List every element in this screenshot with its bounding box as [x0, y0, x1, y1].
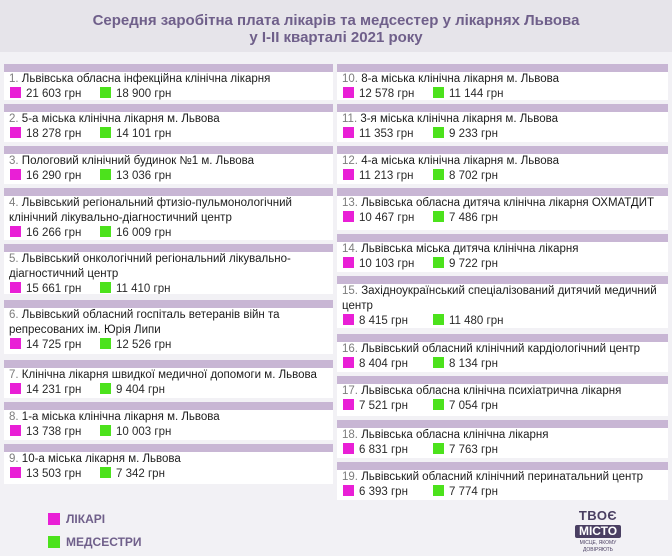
salary-values [343, 169, 664, 183]
doctors-salary-swatch [10, 87, 21, 98]
hospital-card [337, 276, 668, 328]
nurses-salary-swatch [433, 211, 444, 222]
doctors-salary-swatch [343, 169, 354, 180]
nurses-salary [100, 425, 171, 439]
doctors-salary-label: 6 831 грн [359, 444, 408, 456]
hospital-name [342, 154, 664, 169]
hospital-card [4, 244, 333, 294]
hospital-name [342, 384, 664, 399]
salary-values [10, 87, 329, 100]
doctors-salary-swatch [343, 257, 354, 268]
nurses-salary [433, 357, 498, 371]
hospital-card [337, 376, 668, 416]
doctors-salary [10, 338, 81, 352]
nurses-salary [100, 169, 171, 183]
hospital-rank: 19. [342, 471, 362, 483]
salary-values [10, 282, 329, 294]
nurses-salary-label: 8 702 грн [449, 170, 498, 182]
doctors-salary-label: 13 738 грн [26, 426, 82, 438]
hospital-rank: 5. [9, 253, 22, 265]
chart-title: Середня заробітна плата лікарів та медсестер у лікарнях Львова [92, 12, 580, 29]
nurses-salary-swatch [433, 357, 444, 368]
doctors-salary [10, 425, 81, 439]
hospital-name-text: Пологовий клінічний будинок №1 м. Львова [21, 155, 254, 167]
nurses-salary-label: 9 233 грн [449, 128, 498, 140]
nurses-salary-label: 7 342 грн [116, 468, 165, 480]
nurses-salary [433, 399, 498, 413]
logo-bottom-text: МІСТО [575, 525, 621, 538]
nurses-salary-swatch [433, 399, 444, 410]
hospital-name [9, 252, 329, 282]
nurses-salary-label: 11 480 грн [449, 315, 504, 327]
legend-doctors-label: ЛІКАРІ [66, 512, 106, 526]
hospital-rank: 13. [342, 197, 362, 209]
doctors-salary-swatch [10, 169, 21, 180]
nurses-salary-swatch [100, 425, 111, 436]
nurses-salary [433, 443, 498, 457]
legend-doctors-swatch [48, 513, 60, 525]
doctors-salary-label: 6 393 грн [359, 486, 408, 498]
hospital-name-text: 5-а міська клінічна лікарня м. Львова [21, 113, 220, 125]
hospital-rank: 2. [9, 113, 22, 125]
nurses-salary-label: 18 900 грн [116, 88, 172, 100]
hospital-card [337, 146, 668, 184]
hospital-name [9, 308, 329, 338]
hospital-rank: 11. [342, 113, 361, 125]
doctors-salary-label: 16 266 грн [26, 227, 82, 239]
doctors-salary-label: 8 415 грн [359, 315, 408, 327]
hospital-rank: 1. [9, 73, 22, 85]
hospital-card [337, 420, 668, 458]
hospital-card [337, 188, 668, 230]
hospital-card [4, 146, 333, 184]
hospital-rank: 3. [9, 155, 22, 167]
doctors-salary [343, 485, 408, 499]
doctors-salary [10, 282, 81, 294]
hospital-name [9, 368, 329, 383]
nurses-salary-swatch [100, 282, 111, 293]
nurses-salary-label: 11 410 грн [116, 283, 171, 294]
doctors-salary [343, 127, 413, 141]
doctors-salary-label: 16 290 грн [26, 170, 82, 182]
salary-values [10, 467, 329, 481]
doctors-salary-swatch [343, 127, 354, 138]
hospital-name [9, 112, 329, 127]
doctors-salary-label: 10 467 грн [359, 212, 415, 224]
nurses-salary [100, 87, 171, 100]
legend-nurses-swatch [48, 536, 60, 548]
nurses-salary-label: 13 036 грн [116, 170, 172, 182]
chart-subtitle: у І-ІІ кварталі 2021 року [249, 29, 423, 46]
salary-values [10, 127, 329, 141]
salary-values [10, 383, 329, 397]
nurses-salary-label: 9 404 грн [116, 384, 165, 396]
doctors-salary-swatch [10, 425, 21, 436]
doctors-salary-swatch [343, 399, 354, 410]
doctors-salary [343, 314, 408, 328]
hospital-name-text: Львівський обласний госпіталь ветеранів війн та репресованих ім. Юрія Липи [9, 309, 280, 336]
doctors-salary-label: 8 404 грн [359, 358, 408, 370]
nurses-salary [100, 282, 170, 294]
hospital-card [337, 234, 668, 272]
hospital-card [337, 64, 668, 100]
doctors-salary-swatch [343, 357, 354, 368]
nurses-salary-label: 7 774 грн [449, 486, 498, 498]
hospital-rank: 8. [9, 411, 22, 423]
nurses-salary-label: 16 009 грн [116, 227, 172, 239]
nurses-salary [100, 338, 171, 352]
hospital-card [4, 104, 333, 142]
legend-doctors [48, 512, 105, 526]
hospital-card [337, 104, 668, 142]
doctors-salary-swatch [343, 211, 354, 222]
nurses-salary [100, 226, 171, 240]
hospital-rank: 10. [342, 73, 362, 85]
doctors-salary [343, 211, 414, 225]
doctors-salary [10, 87, 81, 100]
hospital-name-text: Львівський онкологічний регіональний лікувально-діагностичний центр [9, 253, 291, 280]
doctors-salary-swatch [10, 282, 21, 293]
salary-values [343, 443, 664, 457]
hospital-name-text: Західноукраїнський спеціалізований дитячий медичний центр [342, 285, 657, 312]
hospital-name-text: 1-а міська клінічна лікарня м. Львова [21, 411, 220, 423]
salary-values [10, 226, 329, 240]
hospital-card [4, 300, 333, 354]
hospital-name [9, 72, 329, 87]
hospital-name-text: Клінічна лікарня швидкої медичної допомоги м. Львова [21, 369, 317, 381]
salary-values [10, 425, 329, 439]
nurses-salary-swatch [100, 467, 111, 478]
nurses-salary-label: 12 526 грн [116, 339, 172, 351]
nurses-salary-label: 10 003 грн [116, 426, 172, 438]
hospital-name-text: Львівська обласна дитяча клінічна лікарня ОХМАТДИТ [361, 197, 655, 209]
nurses-salary-swatch [433, 127, 444, 138]
nurses-salary [100, 383, 165, 397]
chart-header [0, 0, 672, 52]
doctors-salary-label: 14 231 грн [26, 384, 82, 396]
doctors-salary [343, 87, 414, 100]
legend-nurses [48, 535, 142, 549]
nurses-salary [433, 127, 498, 141]
nurses-salary-swatch [433, 87, 444, 98]
doctors-salary [343, 257, 414, 271]
nurses-salary [433, 485, 498, 499]
salary-values [10, 169, 329, 183]
hospital-card [4, 360, 333, 398]
hospital-rank: 18. [342, 429, 362, 441]
hospital-name-text: Львівська міська дитяча клінічна лікарня [361, 243, 579, 255]
salary-values [343, 87, 664, 100]
nurses-salary [100, 127, 171, 141]
nurses-salary [433, 257, 498, 271]
salary-values [343, 399, 664, 413]
hospital-name-text: 3-я міська клінічна лікарня м. Львова [360, 113, 559, 125]
hospital-name [9, 452, 329, 467]
doctors-salary-label: 15 661 грн [26, 283, 82, 294]
nurses-salary-swatch [433, 169, 444, 180]
doctors-salary-swatch [10, 127, 21, 138]
doctors-salary-label: 13 503 грн [26, 468, 82, 480]
hospital-card [4, 444, 333, 484]
legend-nurses-label: МЕДСЕСТРИ [66, 535, 142, 549]
salary-values [343, 127, 664, 141]
doctors-salary-swatch [10, 338, 21, 349]
doctors-salary [343, 399, 408, 413]
hospital-rank: 4. [9, 197, 22, 209]
hospital-card [4, 64, 333, 100]
doctors-salary-label: 7 521 грн [359, 400, 408, 412]
doctors-salary-label: 11 213 грн [359, 170, 414, 182]
doctors-salary [343, 443, 408, 457]
nurses-salary-label: 8 134 грн [449, 358, 498, 370]
hospital-name-text: Львівська обласна клінічна психіатрична лікарня [361, 385, 622, 397]
tvoe-misto-logo [567, 509, 629, 551]
nurses-salary [433, 211, 498, 225]
hospital-name [342, 342, 664, 357]
doctors-salary [10, 467, 81, 481]
hospital-rank: 16. [342, 343, 362, 355]
logo-top-text: ТВОЄ [578, 508, 618, 523]
doctors-salary-swatch [343, 314, 354, 325]
nurses-salary-label: 11 144 грн [449, 88, 504, 100]
doctors-salary [343, 169, 413, 183]
nurses-salary [100, 467, 165, 481]
doctors-salary-label: 10 103 грн [359, 258, 415, 270]
doctors-salary [10, 127, 81, 141]
hospital-name-text: Львівська обласна інфекційна клінічна лікарня [21, 73, 271, 85]
hospital-name-text: Львівський обласний клінічний перинатальний центр [361, 471, 644, 483]
nurses-salary [433, 169, 498, 183]
nurses-salary-swatch [100, 127, 111, 138]
hospital-name-text: 8-а міська клінічна лікарня м. Львова [361, 73, 560, 85]
nurses-salary [433, 87, 503, 100]
hospital-name [9, 196, 329, 226]
doctors-salary-swatch [10, 467, 21, 478]
hospital-rank: 9. [9, 453, 22, 465]
hospital-name-text: Львівський обласний клінічний кардіологічний центр [361, 343, 641, 355]
hospital-rank: 6. [9, 309, 22, 321]
nurses-salary-label: 14 101 грн [116, 128, 172, 140]
salary-values [343, 257, 664, 271]
hospital-name-text: 4-а міська клінічна лікарня м. Львова [361, 155, 560, 167]
nurses-salary-swatch [433, 314, 444, 325]
hospital-card [4, 188, 333, 240]
doctors-salary-swatch [343, 443, 354, 454]
nurses-salary-label: 7 763 грн [449, 444, 498, 456]
nurses-salary-label: 7 486 грн [449, 212, 498, 224]
salary-values [343, 357, 664, 371]
doctors-salary [10, 169, 81, 183]
doctors-salary-label: 14 725 грн [26, 339, 82, 351]
doctors-salary [343, 357, 408, 371]
doctors-salary-label: 21 603 грн [26, 88, 82, 100]
hospital-name-text: Львівський регіональний фтизіо-пульмонологічний клінічний лікувально-діагностичний центр [9, 197, 292, 224]
hospital-name [342, 112, 664, 127]
nurses-salary-swatch [100, 226, 111, 237]
salary-values [343, 314, 664, 328]
hospital-name [342, 284, 664, 314]
nurses-salary-swatch [100, 87, 111, 98]
hospital-rank: 14. [342, 243, 362, 255]
nurses-salary-swatch [100, 383, 111, 394]
nurses-salary-swatch [433, 257, 444, 268]
doctors-salary-swatch [343, 87, 354, 98]
doctors-salary-swatch [343, 485, 354, 496]
salary-values [343, 211, 664, 225]
hospital-rank: 7. [9, 369, 22, 381]
hospital-name [342, 242, 664, 257]
hospital-name [342, 72, 664, 87]
hospital-card [4, 402, 333, 440]
doctors-salary-swatch [10, 383, 21, 394]
hospital-name-text: 10-а міська лікарня м. Львова [21, 453, 181, 465]
hospital-name [9, 410, 329, 425]
hospital-rank: 12. [342, 155, 362, 167]
doctors-salary [10, 226, 81, 240]
nurses-salary-swatch [100, 338, 111, 349]
hospital-rank: 17. [342, 385, 362, 397]
doctors-salary [10, 383, 81, 397]
hospital-name [9, 154, 329, 169]
nurses-salary-swatch [433, 443, 444, 454]
hospital-rank: 15. [342, 285, 362, 297]
doctors-salary-swatch [10, 226, 21, 237]
nurses-salary-label: 7 054 грн [449, 400, 498, 412]
doctors-salary-label: 12 578 грн [359, 88, 415, 100]
logo-tagline: МІСЦЕ, ЯКОМУ ДОВІРЯЮТЬ [579, 540, 617, 553]
hospital-card [337, 334, 668, 372]
salary-values [10, 338, 329, 352]
nurses-salary [433, 314, 503, 328]
nurses-salary-label: 9 722 грн [449, 258, 498, 270]
hospital-name [342, 470, 664, 485]
hospital-card [337, 462, 668, 500]
doctors-salary-label: 18 278 грн [26, 128, 82, 140]
hospital-name [342, 196, 664, 211]
nurses-salary-swatch [433, 485, 444, 496]
salary-values [343, 485, 664, 499]
hospital-name-text: Львівська обласна клінічна лікарня [361, 429, 549, 441]
hospital-name [342, 428, 664, 443]
doctors-salary-label: 11 353 грн [359, 128, 414, 140]
nurses-salary-swatch [100, 169, 111, 180]
